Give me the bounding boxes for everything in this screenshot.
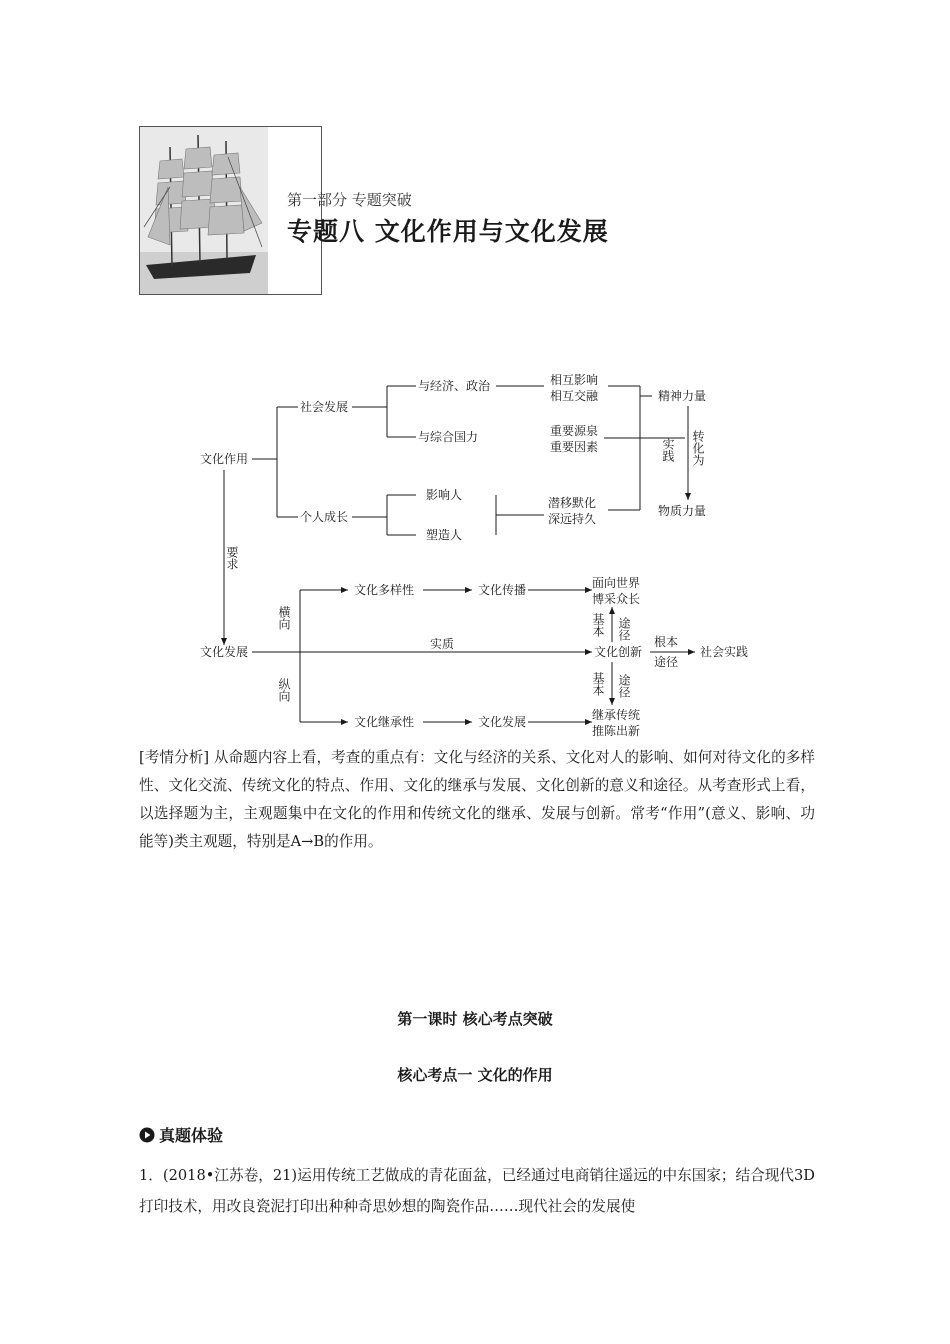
node-important-2: 重要因素 bbox=[550, 440, 599, 454]
exam-analysis bbox=[139, 744, 815, 856]
node-path-upper: 途径 bbox=[617, 617, 631, 641]
node-development: 文化发展 bbox=[478, 715, 527, 729]
node-innovation: 文化创新 bbox=[594, 645, 643, 659]
node-national-power: 与综合国力 bbox=[418, 430, 479, 444]
node-essence: 实质 bbox=[430, 637, 455, 651]
node-inheritance: 文化继承性 bbox=[354, 715, 415, 729]
node-world-2: 博采众长 bbox=[592, 592, 641, 606]
part-label: 第一部分 专题突破 bbox=[287, 191, 412, 209]
node-inherit-1: 继承传统 bbox=[592, 708, 641, 722]
section-heading bbox=[139, 1123, 223, 1146]
analysis-label: [考情分析] bbox=[139, 749, 210, 766]
node-culture-function: 文化作用 bbox=[200, 452, 249, 466]
node-spread: 文化传播 bbox=[478, 583, 527, 597]
node-social-practice: 社会实践 bbox=[700, 645, 749, 659]
sailing-ship-image bbox=[140, 127, 268, 294]
play-circle-icon bbox=[139, 1127, 155, 1143]
node-social: 社会发展 bbox=[300, 400, 349, 414]
node-world-1: 面向世界 bbox=[592, 576, 641, 590]
header-banner bbox=[139, 126, 322, 295]
node-diversity: 文化多样性 bbox=[354, 583, 415, 597]
node-practice: 实践 bbox=[661, 438, 675, 462]
knowledge-diagram bbox=[180, 360, 780, 750]
node-material: 物质力量 bbox=[658, 504, 707, 518]
lesson-title: 第一课时 核心考点突破 bbox=[397, 1010, 553, 1028]
node-econ-politics: 与经济、政治 bbox=[418, 379, 491, 393]
section-title: 真题体验 bbox=[159, 1126, 224, 1145]
node-personal: 个人成长 bbox=[300, 510, 349, 524]
node-horizontal: 横向 bbox=[277, 606, 291, 630]
page-title: 专题八 文化作用与文化发展 bbox=[287, 217, 609, 246]
point-title: 核心考点一 文化的作用 bbox=[397, 1066, 553, 1084]
node-mutual-1: 相互影响 bbox=[550, 373, 599, 387]
node-inherit-2: 推陈出新 bbox=[592, 724, 641, 738]
question-text: 1．(2018•江苏卷，21)运用传统工艺做成的青花面盆，已经通过电商销往遥远的中东国家；结合现代3D打印技术，用改良瓷泥打印出种种奇思妙想的陶瓷作品……现代社会的发展使 bbox=[139, 1167, 815, 1215]
node-root-path-2: 途径 bbox=[654, 655, 679, 669]
node-root-path-1: 根本 bbox=[654, 635, 679, 649]
node-transform: 转化为 bbox=[691, 430, 705, 466]
node-spirit: 精神力量 bbox=[658, 389, 707, 403]
node-basis-upper: 基本 bbox=[591, 613, 605, 637]
node-subtle-2: 深远持久 bbox=[548, 512, 597, 526]
node-vertical: 纵向 bbox=[277, 678, 291, 702]
node-require: 要求 bbox=[225, 546, 239, 570]
node-path-lower: 途径 bbox=[617, 674, 631, 698]
node-shape: 塑造人 bbox=[426, 528, 463, 542]
node-culture-development: 文化发展 bbox=[200, 645, 249, 659]
node-subtle-1: 潜移默化 bbox=[548, 496, 597, 510]
analysis-text: 从命题内容上看，考查的重点有：文化与经济的关系、文化对人的影响、如何对待文化的多样性、文化交流、传统文化的特点、作用、文化的继承与发展、文化创新的意义和途径。从考查形式上看，以选择题为主，主观题集中在文化的作用和传统文化的继承、发展与创新。常考“作用”(意义、影响、功能等)类主观题，特别是A→B的作用。 bbox=[139, 749, 815, 850]
node-important-1: 重要源泉 bbox=[550, 424, 599, 438]
node-basis-lower: 基本 bbox=[591, 672, 605, 696]
node-influence: 影响人 bbox=[426, 488, 463, 502]
node-mutual-2: 相互交融 bbox=[550, 389, 599, 403]
